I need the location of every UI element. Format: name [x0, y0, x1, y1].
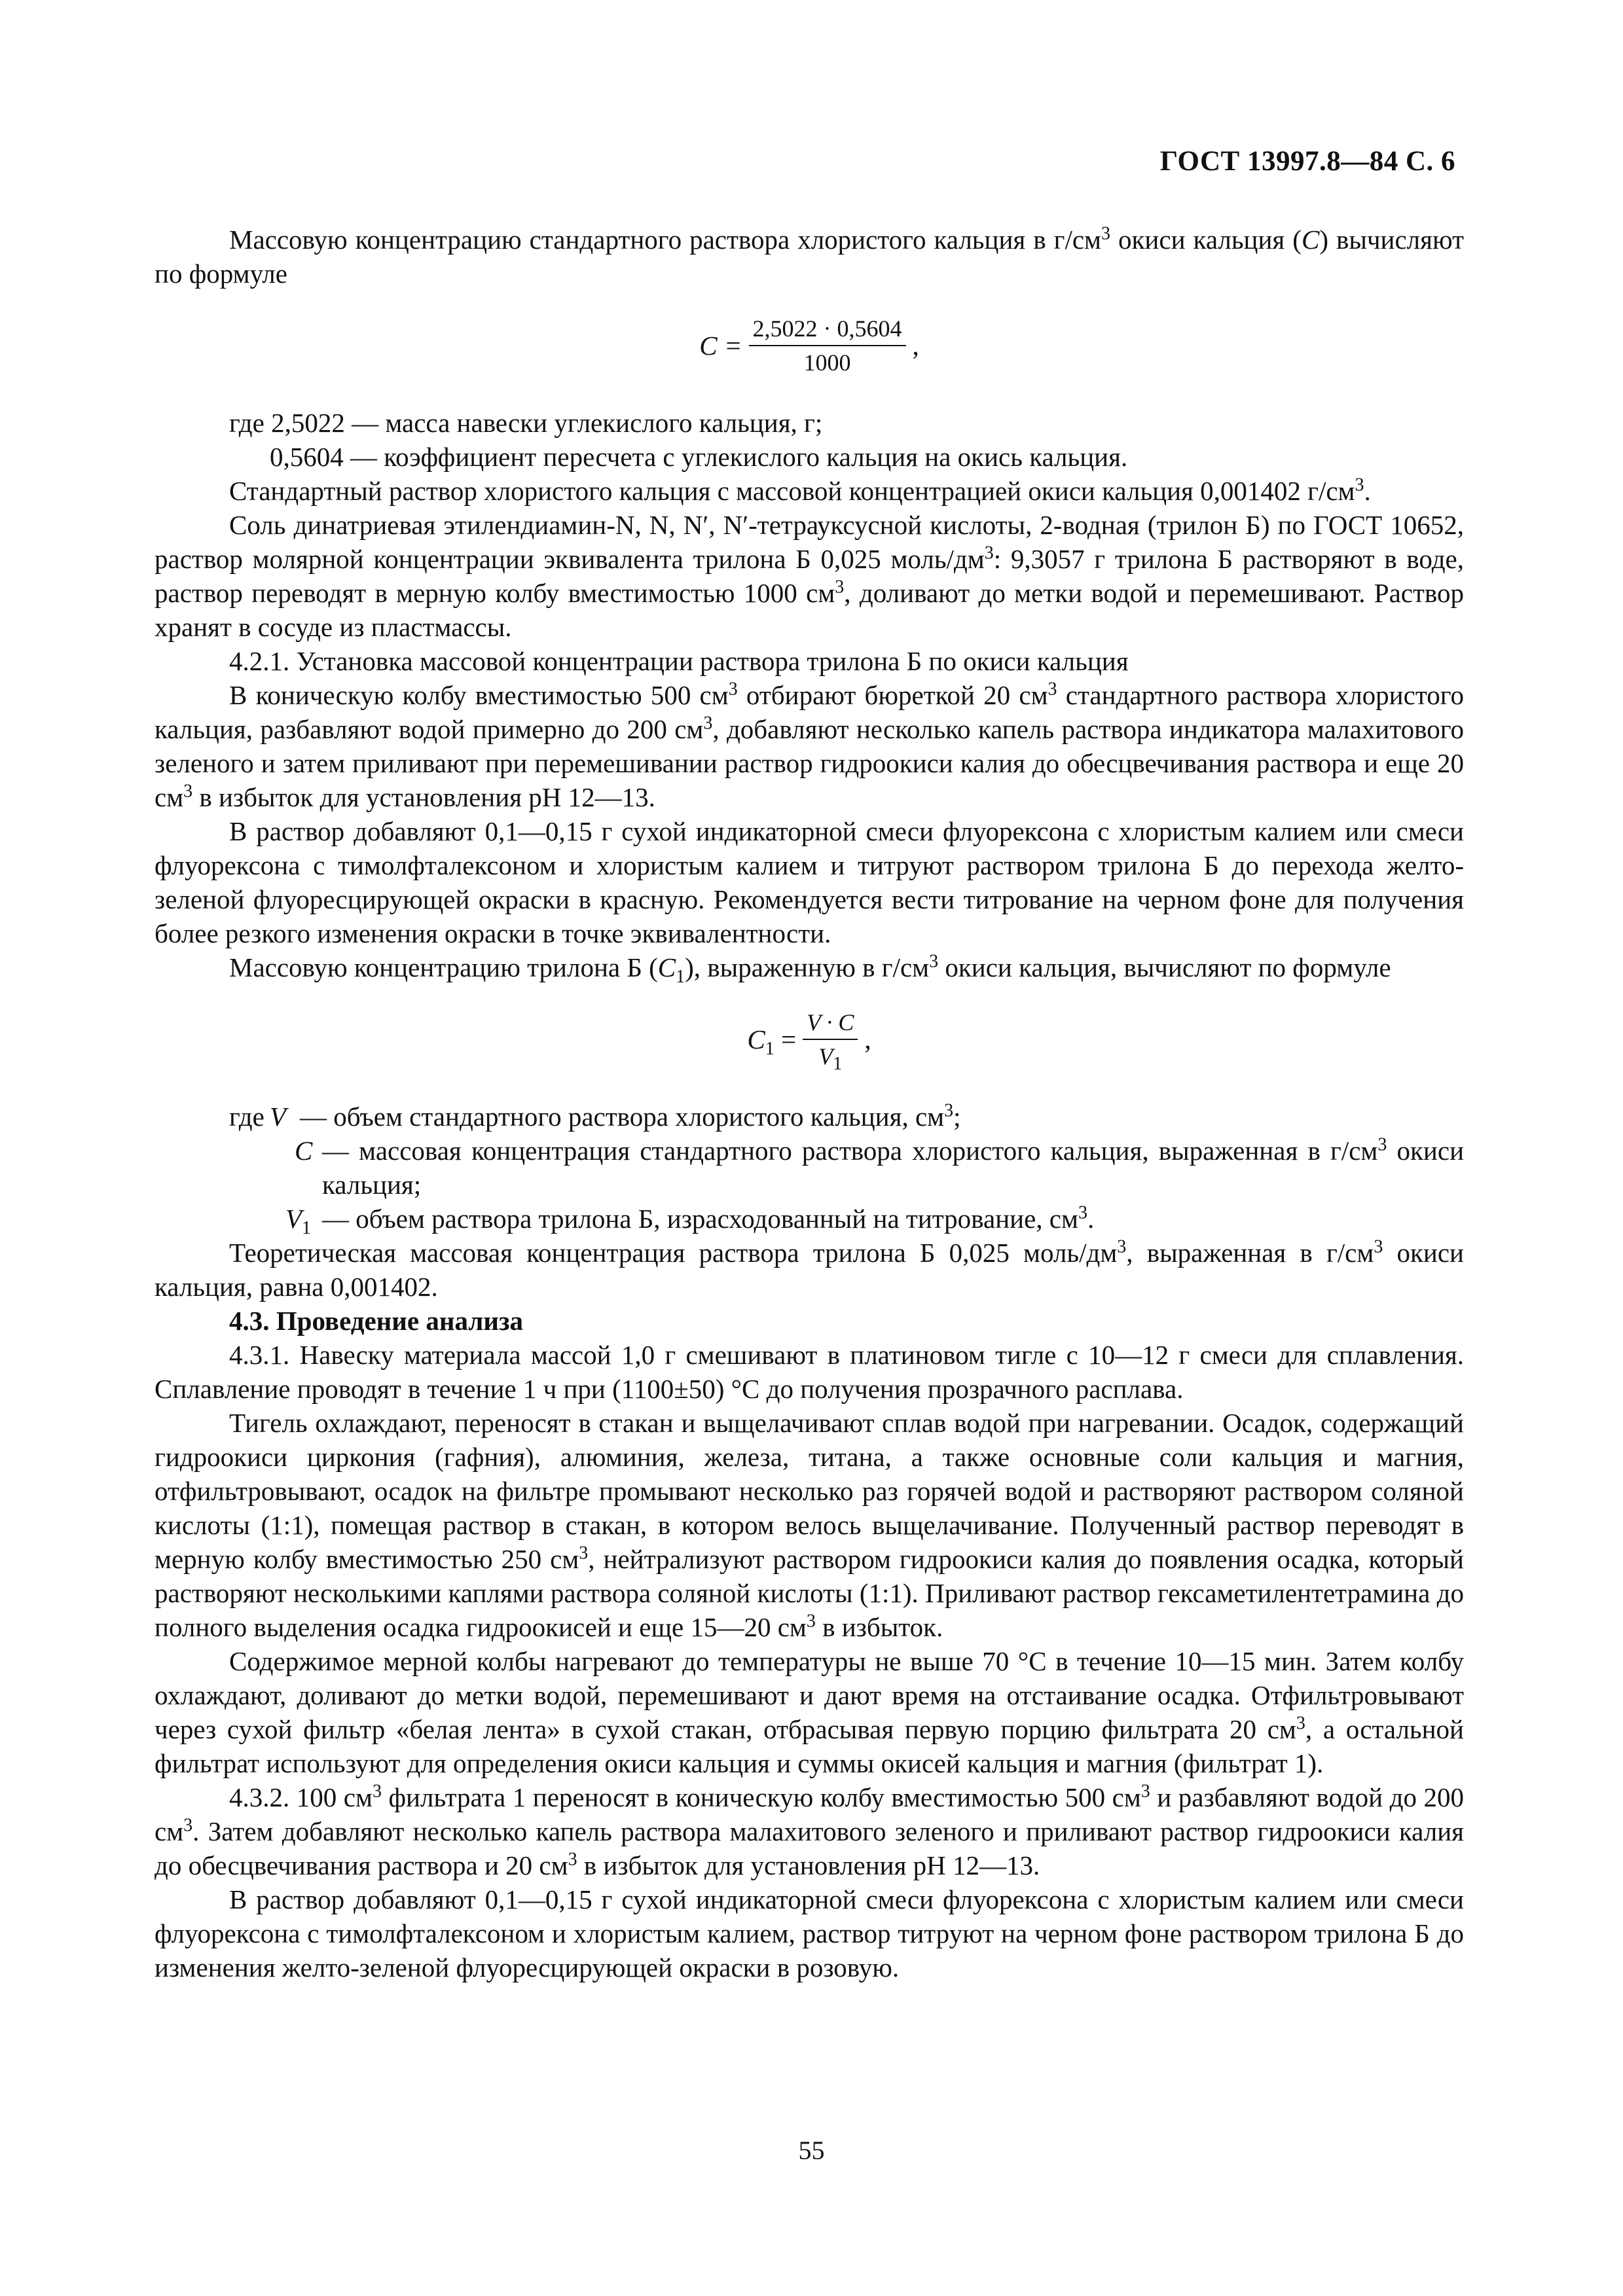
- paragraph-4-3-2: 4.3.2. 100 $см^3$ фильтрата 1 переносят в коническую колбу вместимостью 500 $см^3$ и разбавляют водой до 200 $см^3$. Затем добавляют несколько капель раствора малахитового зеленого и приливают раствор гидроокиси калия до обесцвечивания раствора и 20 $см^3$ в избыток для установления pH 12—13.: [155, 1781, 1464, 1880]
- where2-v1: $V_1$ — объем раствора трилона Б, израсходованный на титрование, $см^3$.: [285, 1202, 1095, 1239]
- paragraph-calcium-concentration: Массовую концентрацию стандартного раствора хлористого кальция в $г/см^3$ окиси кальция (C) вычисляют по формуле: [155, 223, 1464, 289]
- where1-line1: где 2,5022 — масса навески углекислого кальция, г;: [229, 408, 823, 438]
- paragraph-indicator: В раствор добавляют 0,1—0,15 г сухой индикаторной смеси флуорексона с хлористым калием или смеси флуорексона с тимолфталексоном и хлористым калием и титруют раствором трилона Б до перехода желто-зеленой флуоресцирующей окраски в красную. Рекомендуется вести титрование на черном фоне для получения более резкого изменения окраски в точке эквивалентности.: [155, 816, 1464, 948]
- formula-c1-lhs: $C_1$ =: [747, 1024, 797, 1060]
- formula-c-lhs: C =: [699, 331, 742, 361]
- formula-c1-denominator: $V_1$: [818, 1043, 843, 1075]
- paragraph-theoretical: Теоретическая массовая концентрация раствора трилона Б 0,025 моль/$дм^3$, выраженная в $г/см^3$ окиси кальция, равна 0,001402.: [155, 1236, 1464, 1302]
- where2-c: C — массовая концентрация стандартного раствора хлористого кальция, выраженная в $г/см^3$ окиси кальция;: [295, 1134, 1465, 1200]
- paragraph-crucible: Тигель охлаждают, переносят в стакан и выщелачивают сплав водой при нагревании. Осадок, содержащий гидроокиси циркония (гафния), алюминия, железа, титана, а также основные соли кальция и магния, отфильтровывают, осадок на фильтре промывают несколько раз горячей водой и растворяют раствором соляной кислоты (1:1), помещая раствор в стакан, в котором велось выщелачивание. Полученный раствор переводят в мерную колбу вместимостью 250 $см^3$, нейтрализуют раствором гидроокиси калия до появления осадка, который растворяют несколькими каплями раствора соляной кислоты (1:1). Приливают раствор гексаметилентетрамина до полного выделения осадка гидроокисей и еще 15—20 $см^3$ в избыток.: [155, 1408, 1465, 1642]
- formula-c1-numerator: V · C: [803, 1008, 858, 1040]
- section-4-2-1: 4.2.1. Установка массовой концентрации раствора трилона Б по окиси кальция: [229, 646, 1129, 676]
- formula-c1-fraction: [803, 1008, 858, 1075]
- formula-c1: [155, 1008, 1464, 1075]
- formula-c1-tail: ,: [864, 1024, 871, 1054]
- formula-c-denominator: 1000: [803, 350, 851, 376]
- paragraph-flask-contents: Содержимое мерной колбы нагревают до температуры не выше 70 °С в течение 10—15 мин. Затем колбу охлаждают, доливают до метки водой, перемешивают и дают время на отстаивание осадка. Отфильтровывают через сухой фильтр «белая лента» в сухой стакан, отбрасывая первую порцию фильтрата 20 $см^3$, а остальной фильтрат используют для определения окиси кальция и суммы окисей кальция и магния (фильтрат 1).: [155, 1646, 1464, 1778]
- where2-v: где V — объем стандартного раствора хлористого кальция, $см^3$;: [229, 1100, 961, 1132]
- paragraph-4-3-1: 4.3.1. Навеску материала массой 1,0 г смешивают в платиновом тигле с 10—12 г смеси для сплавления. Сплавление проводят в течение 1 ч при (1100±50) °С до получения прозрачного расплава.: [155, 1340, 1464, 1404]
- paragraph-standard-solution: Стандартный раствор хлористого кальция с массовой концентрацией окиси кальция 0,001402 $г/см^3$.: [229, 475, 1371, 506]
- paragraph-trilon-b: Соль динатриевая этилендиамин-N, N, N′, N′-тетрауксусной кислоты, 2-водная (трилон Б) по ГОСТ 10652, раствор молярной концентрации эквивалента трилона Б 0,025 моль/$дм^3$: 9,3057 г трилона Б растворяют в воде, раствор переводят в мерную колбу вместимостью 1000 $см^3$, доливают до метки водой и перемешивают. Раствор хранят в сосуде из пластмассы.: [155, 510, 1464, 642]
- paragraph-conical-flask: В коническую колбу вместимостью 500 $см^3$ отбирают бюреткой 20 $см^3$ стандартного раствора хлористого кальция, разбавляют водой примерно до 200 $см^3$, добавляют несколько капель раствора индикатора малахитового зеленого и затем приливают при перемешивании раствор гидроокиси калия до обесцвечивания раствора и еще 20 $см^3$ в избыток для установления pH 12—13.: [155, 679, 1464, 812]
- document-body: [155, 223, 1464, 1984]
- page-header: ГОСТ 13997.8—84 С. 6: [1159, 146, 1455, 177]
- section-4-3-heading: 4.3. Проведение анализа: [229, 1306, 523, 1336]
- page-number: 55: [798, 2136, 825, 2165]
- paragraph-titration: В раствор добавляют 0,1—0,15 г сухой индикаторной смеси флуорексона с хлористым калием или смеси флуорексона с тимолфталексоном и хлористым калием, раствор титруют на черном фоне раствором трилона Б до изменения желто-зеленой флуоресцирующей окраски в розовую.: [155, 1884, 1464, 1982]
- where1-line2: 0,5604 — коэффициент пересчета с углекислого кальция на окись кальция.: [270, 442, 1128, 472]
- paragraph-trilon-concentration: Массовую концентрацию трилона Б $(C_1)$, выраженную в $г/см^3$ окиси кальция, вычисляют по формуле: [229, 951, 1391, 988]
- formula-c-numerator: 2,5022 · 0,5604: [749, 314, 906, 346]
- formula-c-fraction: [749, 314, 906, 377]
- formula-c-tail: ,: [912, 331, 919, 361]
- where2-block: [229, 1100, 1465, 1239]
- formula-c: [155, 314, 1464, 377]
